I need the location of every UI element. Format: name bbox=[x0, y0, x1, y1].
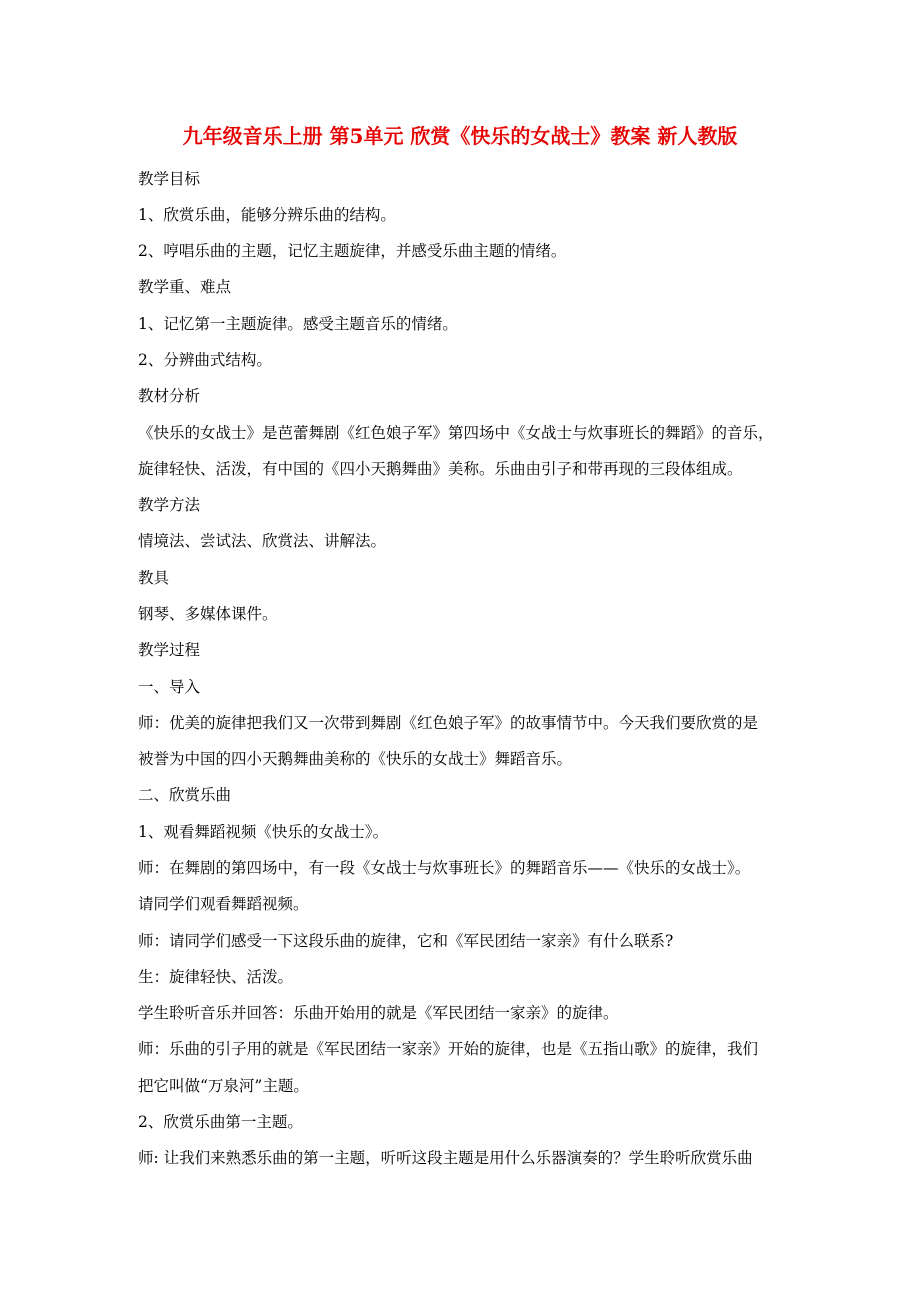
paragraph-line: 师: 让我们来熟悉乐曲的第一主题，听听这段主题是用什么乐器演奏的？学生聆听欣赏乐曲 bbox=[138, 1149, 753, 1167]
paragraph-line: 钢琴、多媒体课件。 bbox=[138, 605, 278, 623]
paragraph-line: 1、记忆第一主题旋律。感受主题音乐的情绪。 bbox=[138, 315, 458, 333]
section-heading: 教学过程 bbox=[138, 641, 201, 659]
paragraph-line: 生：旋律轻快、活泼。 bbox=[138, 968, 294, 986]
section-heading: 教具 bbox=[138, 569, 170, 587]
paragraph-line: 2、欣赏乐曲第一主题。 bbox=[138, 1113, 303, 1131]
paragraph-line: 把它叫做“万泉河”主题。 bbox=[138, 1077, 309, 1095]
paragraph-line: 学生聆听音乐并回答：乐曲开始用的就是《军民团结一家亲》的旋律。 bbox=[138, 1004, 619, 1022]
paragraph-line: 旋律轻快、活泼，有中国的《四小天鹅舞曲》美称。乐曲由引子和带再现的三段体组成。 bbox=[138, 460, 743, 478]
section-heading: 教学重、难点 bbox=[138, 278, 232, 296]
section-heading: 二、欣赏乐曲 bbox=[138, 786, 232, 804]
section-heading: 教学方法 bbox=[138, 496, 201, 514]
paragraph-line: 2、分辨曲式结构。 bbox=[138, 351, 272, 369]
paragraph-line: 师：请同学们感受一下这段乐曲的旋律，它和《军民团结一家亲》有什么联系? bbox=[138, 932, 674, 950]
paragraph-line: 被誉为中国的四小天鹅舞曲美称的《快乐的女战士》舞蹈音乐。 bbox=[138, 750, 573, 768]
paragraph-line: 师：乐曲的引子用的就是《军民团结一家亲》开始的旋律，也是《五指山歌》的旋律，我们 bbox=[138, 1040, 759, 1058]
paragraph-line: 请同学们观看舞蹈视频。 bbox=[138, 895, 309, 913]
document-title: 九年级音乐上册 第5单元 欣赏《快乐的女战士》教案 新人教版 bbox=[182, 124, 738, 148]
paragraph-line: 《快乐的女战士》是芭蕾舞剧《红色娘子军》第四场中《女战士与炊事班长的舞蹈》的音乐， bbox=[138, 424, 774, 442]
paragraph-line: 1、观看舞蹈视频《快乐的女战士》。 bbox=[138, 823, 389, 841]
paragraph-line: 师：在舞剧的第四场中，有一段《女战士与炊事班长》的舞蹈音乐——《快乐的女战士》。 bbox=[138, 859, 751, 877]
paragraph-line: 情境法、尝试法、欣赏法、讲解法。 bbox=[138, 532, 387, 550]
section-heading: 教学目标 bbox=[138, 170, 201, 188]
section-heading: 教材分析 bbox=[138, 387, 201, 405]
paragraph-line: 2、哼唱乐曲的主题，记忆主题旋律，并感受乐曲主题的情绪。 bbox=[138, 242, 567, 260]
paragraph-line: 1、欣赏乐曲，能够分辨乐曲的结构。 bbox=[138, 206, 396, 224]
section-heading: 一、导入 bbox=[138, 678, 201, 696]
paragraph-line: 师：优美的旋律把我们又一次带到舞剧《红色娘子军》的故事情节中。今天我们要欣赏的是 bbox=[138, 714, 759, 732]
